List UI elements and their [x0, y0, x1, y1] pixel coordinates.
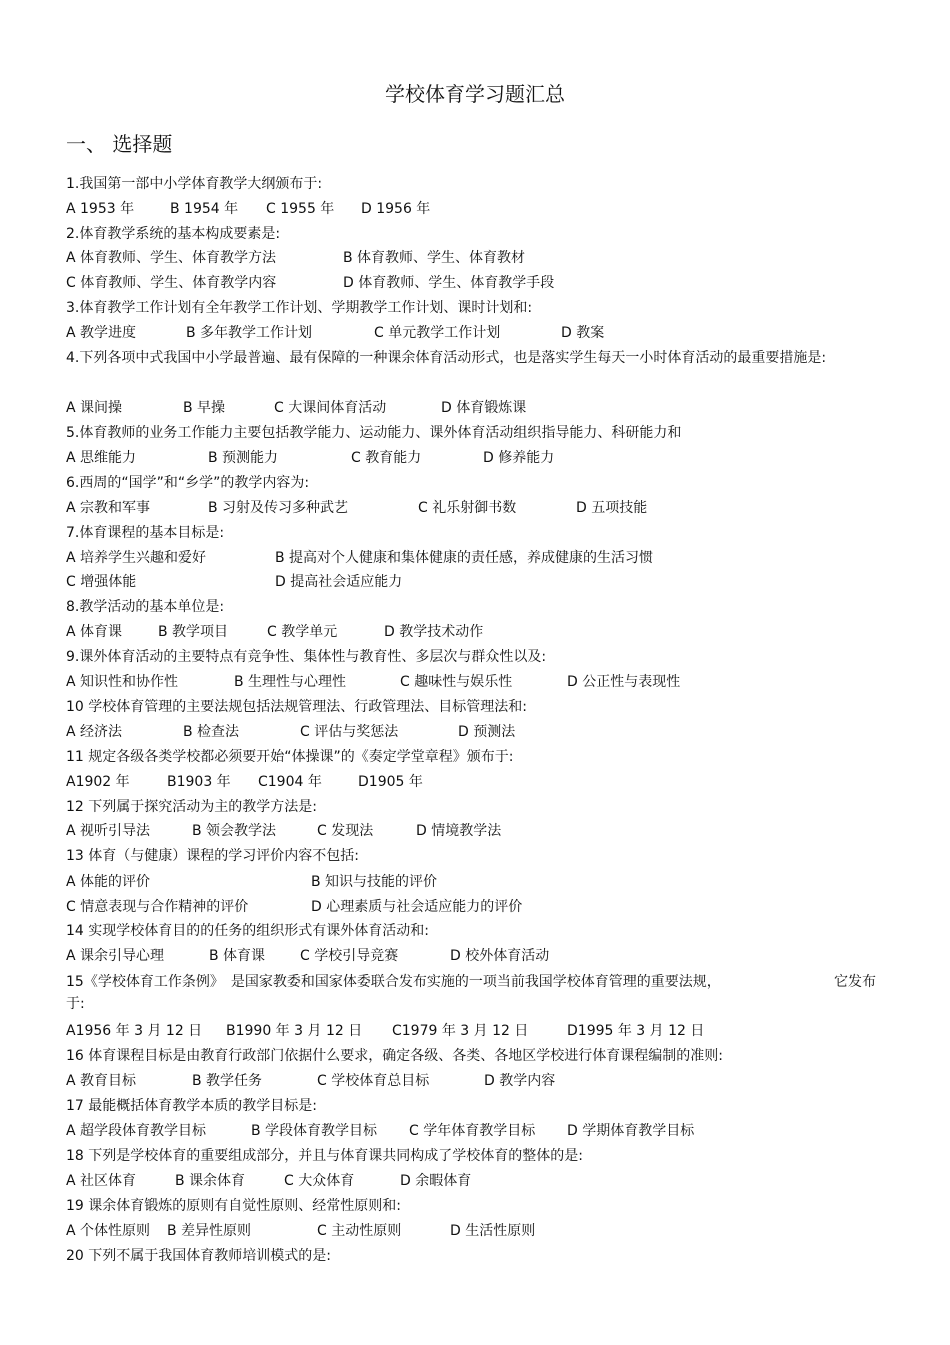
option: D 教学内容 — [484, 1073, 556, 1089]
options-4 — [66, 398, 886, 418]
option: B 1954 年 — [170, 201, 239, 217]
option: D 学期体育教学目标 — [567, 1123, 695, 1139]
option: A 1953 年 — [66, 201, 135, 217]
option: A 知识性和协作性 — [66, 674, 179, 690]
options-1 — [66, 199, 886, 219]
option: B 教学项目 — [158, 624, 229, 640]
option: D 公正性与表现性 — [567, 674, 681, 690]
option: D 心理素质与社会适应能力的评价 — [311, 899, 523, 915]
question-14: 14 实现学校体育目的的任务的组织形式有课外体育活动和: — [66, 923, 429, 939]
question-5: 5.体育教师的业务工作能力主要包括教学能力、运动能力、课外体育活动组织指导能力、科研能力和 — [66, 425, 682, 441]
options-12 — [66, 821, 886, 841]
option: A 体育课 — [66, 624, 123, 640]
option: B 领会教学法 — [192, 823, 277, 839]
option: C 学校体育总目标 — [317, 1073, 430, 1089]
question-19: 19 课余体育锻炼的原则有自觉性原则、经常性原则和: — [66, 1198, 401, 1214]
options-6 — [66, 498, 886, 518]
option: A 个体性原则 — [66, 1223, 151, 1239]
option: A 课间操 — [66, 400, 123, 416]
options-3 — [66, 323, 886, 343]
option: B 习射及传习多种武艺 — [208, 500, 349, 516]
option: D1905 年 — [358, 774, 423, 790]
option: C 学年体育教学目标 — [409, 1123, 536, 1139]
option: A1902 年 — [66, 774, 130, 790]
option: B 提高对个人健康和集体健康的责任感，养成健康的生活习惯 — [275, 550, 654, 566]
question-11: 11 规定各级各类学校都必须要开始“体操课”的《奏定学堂章程》颁布于: — [66, 749, 514, 765]
question-4: 4.下列各项中式我国中小学最普遍、最有保障的一种课余体育活动形式，也是落实学生每天一小时体育活动的最重要措施是: — [66, 350, 827, 366]
question-9: 9.课外体育活动的主要特点有竞争性、集体性与教育性、多层次与群众性以及: — [66, 649, 547, 665]
option: D 修养能力 — [483, 450, 555, 466]
options-10 — [66, 722, 886, 742]
option: A 体能的评价 — [66, 874, 151, 890]
option: A 超学段体育教学目标 — [66, 1123, 207, 1139]
options-15 — [66, 1021, 886, 1041]
options-7b — [66, 572, 886, 592]
option: A 视听引导法 — [66, 823, 151, 839]
options-2a — [66, 248, 886, 268]
question-20: 20 下列不属于我国体育教师培训模式的是: — [66, 1248, 331, 1264]
options-18 — [66, 1171, 886, 1191]
question-6: 6.西周的“国学”和“乡学”的教学内容为: — [66, 475, 310, 491]
option: C 趣味性与娱乐性 — [400, 674, 513, 690]
options-11 — [66, 772, 886, 792]
option: C 增强体能 — [66, 574, 137, 590]
question-15-tail: 它发布 — [834, 974, 876, 990]
option: A 经济法 — [66, 724, 123, 740]
option: C 1955 年 — [266, 201, 335, 217]
option: D 校外体育活动 — [450, 948, 550, 964]
option: A 思维能力 — [66, 450, 137, 466]
options-13a — [66, 872, 886, 892]
option: C 教学单元 — [267, 624, 338, 640]
options-8 — [66, 622, 886, 642]
options-9 — [66, 672, 886, 692]
option: A1956 年 3 月 12 日 — [66, 1023, 203, 1039]
options-17 — [66, 1121, 886, 1141]
option: D 教案 — [561, 325, 605, 341]
options-14 — [66, 946, 886, 966]
option: C1979 年 3 月 12 日 — [392, 1023, 529, 1039]
question-10: 10 学校体育管理的主要法规包括法规管理法、行政管理法、目标管理法和: — [66, 699, 527, 715]
option: C 主动性原则 — [317, 1223, 402, 1239]
question-15-wrap: 于: — [66, 996, 85, 1012]
question-1: 1.我国第一部中小学体育教学大纲颁布于: — [66, 176, 323, 192]
options-16 — [66, 1071, 886, 1091]
option: C 礼乐射御书数 — [418, 500, 517, 516]
option: A 宗教和军事 — [66, 500, 151, 516]
option: C 情意表现与合作精神的评价 — [66, 899, 249, 915]
question-7: 7.体育课程的基本目标是: — [66, 525, 225, 541]
option: B 预测能力 — [208, 450, 279, 466]
options-19 — [66, 1221, 886, 1241]
option: A 课余引导心理 — [66, 948, 165, 964]
option: B 知识与技能的评价 — [311, 874, 438, 890]
option: C 大众体育 — [284, 1173, 355, 1189]
option: A 培养学生兴趣和爱好 — [66, 550, 207, 566]
option: B 体育教师、学生、体育教材 — [343, 250, 526, 266]
option: D 情境教学法 — [416, 823, 502, 839]
question-2: 2.体育教学系统的基本构成要素是: — [66, 226, 281, 242]
options-5 — [66, 448, 886, 468]
option: B 体育课 — [209, 948, 266, 964]
options-7a — [66, 548, 886, 568]
option: A 教育目标 — [66, 1073, 137, 1089]
option: B 早操 — [183, 400, 226, 416]
question-16: 16 体育课程目标是由教育行政部门依据什么要求，确定各级、各类、各地区学校进行体育课程编制的准则: — [66, 1048, 723, 1064]
question-13: 13 体育（与健康）课程的学习评价内容不包括: — [66, 848, 359, 864]
option: A 教学进度 — [66, 325, 137, 341]
option: B 学段体育教学目标 — [251, 1123, 378, 1139]
option: C 体育教师、学生、体育教学内容 — [66, 275, 277, 291]
document-title: 学校体育学习题汇总 — [385, 82, 565, 106]
option: B 多年教学工作计划 — [186, 325, 313, 341]
option: D 余暇体育 — [400, 1173, 472, 1189]
options-2b — [66, 273, 886, 293]
option: C 学校引导竞赛 — [300, 948, 399, 964]
option: C 大课间体育活动 — [274, 400, 387, 416]
option: D 教学技术动作 — [384, 624, 484, 640]
question-12: 12 下列属于探究活动为主的教学方法是: — [66, 799, 317, 815]
option: D 生活性原则 — [450, 1223, 536, 1239]
option: C 教育能力 — [351, 450, 422, 466]
option: D1995 年 3 月 12 日 — [567, 1023, 705, 1039]
question-15: 15《学校体育工作条例》 是国家教委和国家体委联合发布实施的一项当前我国学校体育管理的重要法规， — [66, 974, 721, 990]
option: C 单元教学工作计划 — [374, 325, 501, 341]
option: B1903 年 — [167, 774, 231, 790]
question-8: 8.教学活动的基本单位是: — [66, 599, 225, 615]
options-13b — [66, 897, 886, 917]
option: C1904 年 — [258, 774, 322, 790]
option: B1990 年 3 月 12 日 — [226, 1023, 363, 1039]
option: B 教学任务 — [192, 1073, 263, 1089]
question-3: 3.体育教学工作计划有全年教学工作计划、学期教学工作计划、课时计划和: — [66, 300, 533, 316]
option: A 体育教师、学生、体育教学方法 — [66, 250, 277, 266]
option: D 五项技能 — [576, 500, 648, 516]
option: D 1956 年 — [361, 201, 431, 217]
question-17: 17 最能概括体育教学本质的教学目标是: — [66, 1098, 317, 1114]
option: B 检查法 — [183, 724, 240, 740]
section-heading: 一、 选择题 — [66, 132, 173, 156]
option: D 预测法 — [458, 724, 516, 740]
option: B 生理性与心理性 — [234, 674, 347, 690]
option: C 发现法 — [317, 823, 374, 839]
option: D 提高社会适应能力 — [275, 574, 403, 590]
option: D 体育教师、学生、体育教学手段 — [343, 275, 555, 291]
question-18: 18 下列是学校体育的重要组成部分，并且与体育课共同构成了学校体育的整体的是: — [66, 1148, 583, 1164]
option: D 体育锻炼课 — [441, 400, 527, 416]
option: B 课余体育 — [175, 1173, 246, 1189]
option: C 评估与奖惩法 — [300, 724, 399, 740]
option: A 社区体育 — [66, 1173, 137, 1189]
option: B 差异性原则 — [167, 1223, 252, 1239]
